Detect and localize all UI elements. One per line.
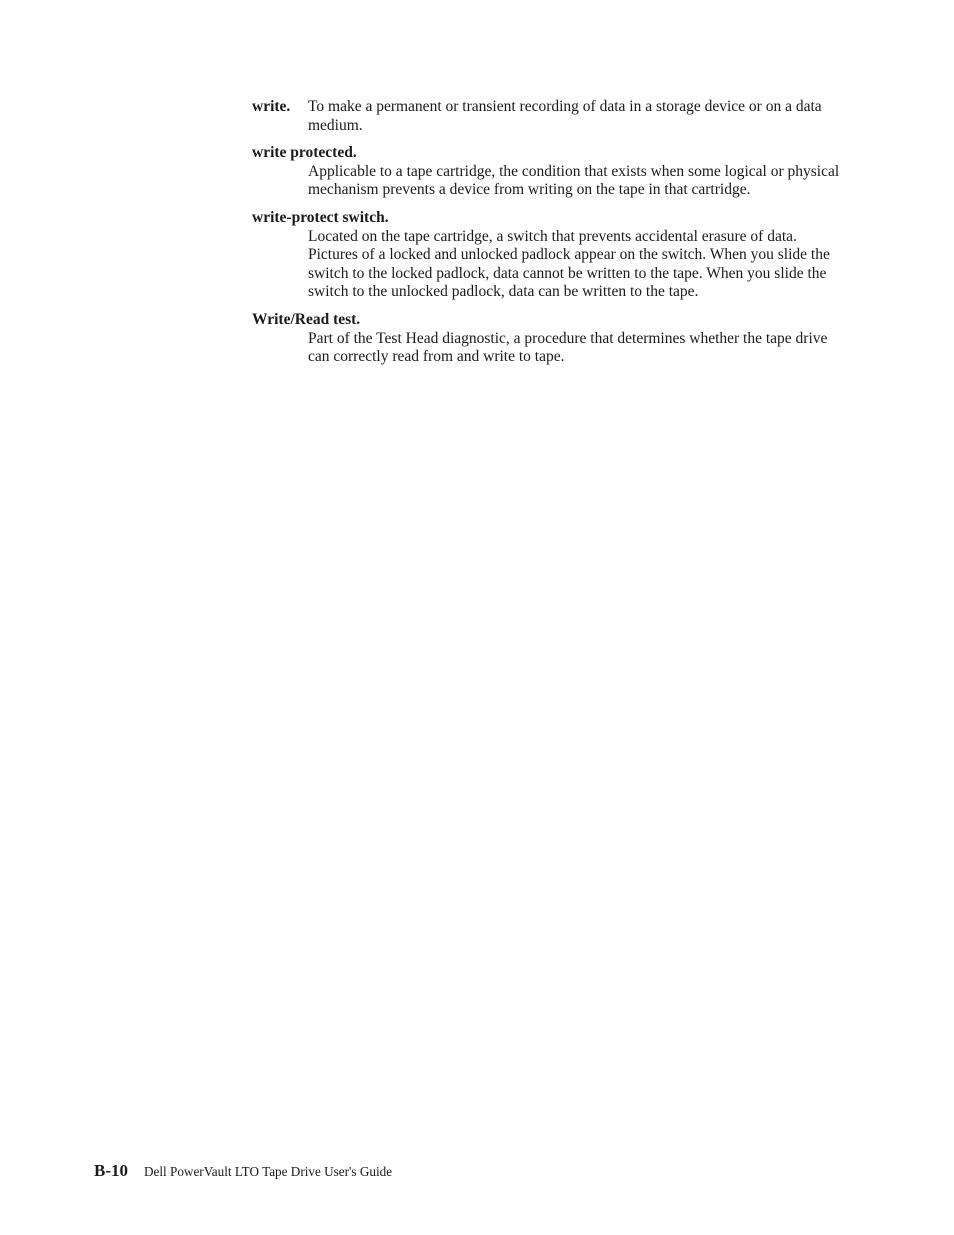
glossary-definition: To make a permanent or transient recording of data in a storage device or on a data medium.: [308, 98, 822, 134]
glossary-entry-write: [252, 98, 842, 135]
glossary-term: write.: [252, 98, 291, 115]
glossary-definition: Located on the tape cartridge, a switch that prevents accidental erasure of data. Pictures of a locked and unlocked padlock appear on the switch. When you slide the switch to the locked padlock, data cannot be written to the tape. When you slide the switch to the unlocked padlock, data can be written to the tape.: [308, 227, 830, 301]
glossary-entry-write-protected: [252, 144, 842, 200]
glossary-list: [252, 98, 842, 376]
page-number: B-10: [94, 1161, 128, 1180]
document-title: Dell PowerVault LTO Tape Drive User's Guide: [144, 1164, 393, 1179]
glossary-term: write protected.: [252, 144, 357, 162]
page-footer: [94, 1161, 392, 1181]
glossary-term: Write/Read test.: [252, 310, 361, 328]
glossary-definition: Part of the Test Head diagnostic, a procedure that determines whether the tape drive can correctly read from and write to tape.: [308, 329, 828, 366]
glossary-entry-write-read-test: [252, 311, 842, 367]
glossary-entry-write-protect-switch: [252, 209, 842, 302]
glossary-definition: Applicable to a tape cartridge, the condition that exists when some logical or physical mechanism prevents a device from writing on the tape in that cartridge.: [308, 162, 840, 199]
glossary-term: write-protect switch.: [252, 208, 389, 226]
